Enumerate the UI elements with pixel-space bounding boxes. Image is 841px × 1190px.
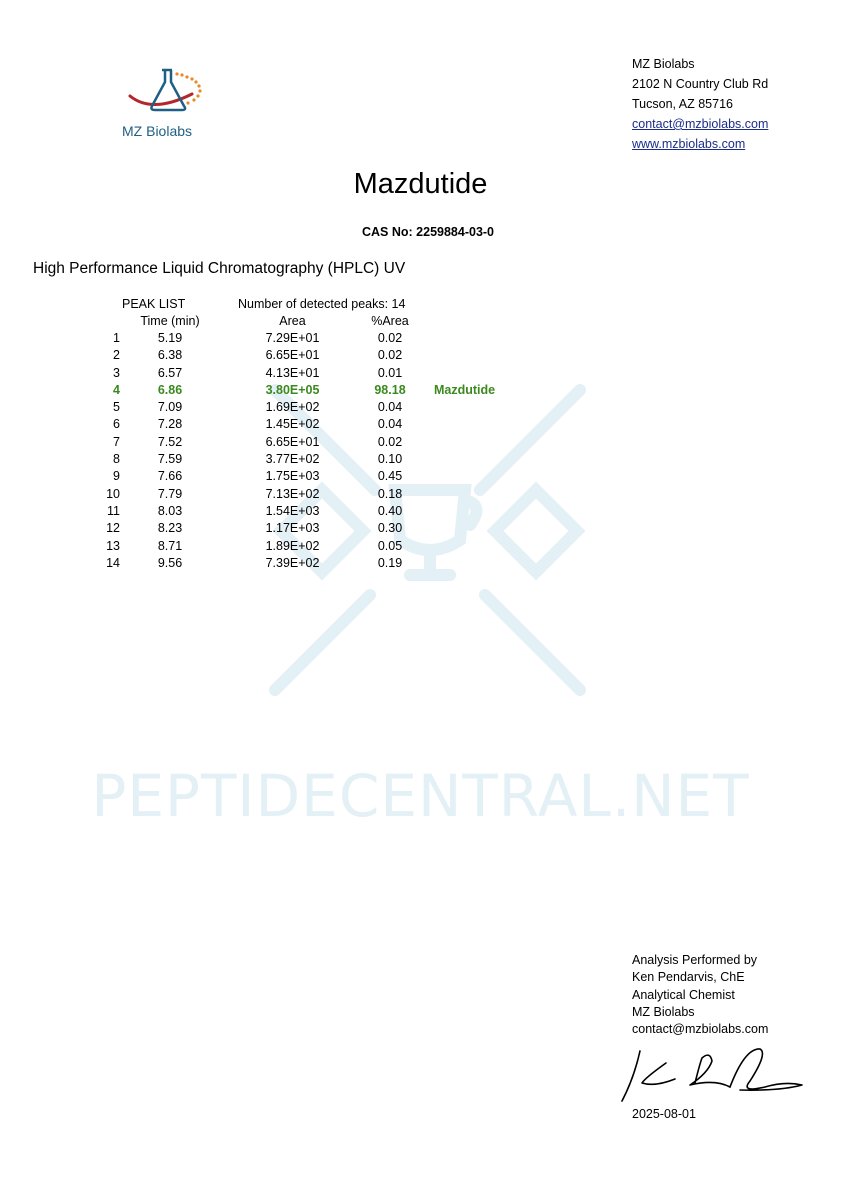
peak-row xyxy=(0,504,841,521)
peak-row xyxy=(0,487,841,504)
peak-row xyxy=(0,366,841,383)
peak-row xyxy=(0,348,841,365)
peak-area: 1.89E+02 xyxy=(265,538,320,553)
peak-time: 8.23 xyxy=(157,521,183,536)
col-area-header: Area xyxy=(279,314,306,328)
peak-area: 1.45E+02 xyxy=(265,417,320,432)
analyst-block xyxy=(632,952,768,1038)
peak-percent: 0.01 xyxy=(377,365,403,380)
peak-index: 13 xyxy=(106,538,120,553)
peak-row xyxy=(0,469,841,486)
peak-percent: 0.30 xyxy=(377,521,403,536)
peak-time: 5.19 xyxy=(157,331,183,345)
peak-time: 7.09 xyxy=(157,400,183,415)
signature-image xyxy=(620,1043,810,1105)
peak-percent: 0.40 xyxy=(377,503,403,518)
peak-row xyxy=(0,521,841,538)
peak-index: 9 xyxy=(113,469,120,484)
peak-row xyxy=(0,417,841,434)
analyst-line1: Analysis Performed by xyxy=(632,953,758,967)
peak-area: 1.69E+02 xyxy=(265,400,320,415)
flask-logo-icon xyxy=(122,66,212,124)
peak-area: 7.39E+02 xyxy=(265,555,320,570)
peak-area: 3.77E+02 xyxy=(265,452,320,467)
peak-list-label: PEAK LIST xyxy=(122,297,186,311)
peak-row xyxy=(0,452,841,469)
peak-percent: 98.18 xyxy=(374,382,406,397)
peak-row xyxy=(0,556,841,573)
company-city: Tucson, AZ 85716 xyxy=(632,97,733,111)
peak-percent: 0.45 xyxy=(377,469,403,484)
analyst-title: Analytical Chemist xyxy=(632,987,735,1002)
peak-percent: 0.19 xyxy=(377,555,403,570)
detected-peaks-label: Number of detected peaks: 14 xyxy=(238,297,406,311)
peak-index: 12 xyxy=(106,521,120,536)
company-logo xyxy=(122,66,212,141)
peak-row xyxy=(0,331,841,348)
peak-index: 7 xyxy=(113,434,120,449)
company-website-link[interactable]: www.mzbiolabs.com xyxy=(632,137,746,151)
peak-index: 11 xyxy=(107,503,120,518)
peak-percent: 0.04 xyxy=(377,417,403,432)
peak-area: 1.75E+03 xyxy=(265,469,320,484)
signature-date: 2025-08-01 xyxy=(632,1107,696,1121)
peak-area: 7.29E+01 xyxy=(265,331,320,345)
peak-index: 1 xyxy=(113,331,120,345)
peak-percent: 0.02 xyxy=(377,434,403,449)
peak-area: 1.54E+03 xyxy=(265,503,320,518)
company-street: 2102 N Country Club Rd xyxy=(632,77,769,91)
cas-number: CAS No: 2259884-03-0 xyxy=(362,225,495,239)
company-email-link[interactable]: contact@mzbiolabs.com xyxy=(632,117,769,131)
peak-percent: 0.02 xyxy=(377,348,403,363)
peak-table-body xyxy=(0,331,841,573)
company-address xyxy=(632,54,768,154)
analyst-email: contact@mzbiolabs.com xyxy=(632,1022,769,1037)
peak-index: 14 xyxy=(106,555,120,570)
peak-area: 6.65E+01 xyxy=(265,348,320,363)
peak-index: 6 xyxy=(113,417,120,432)
peak-time: 7.66 xyxy=(157,469,183,484)
peak-time: 6.38 xyxy=(157,348,183,363)
peak-percent: 0.02 xyxy=(377,331,403,345)
peak-area: 1.17E+03 xyxy=(265,521,320,536)
peak-percent: 0.05 xyxy=(377,538,403,553)
peak-name: Mazdutide xyxy=(434,382,496,397)
peak-time: 6.86 xyxy=(157,382,183,397)
peak-time: 8.71 xyxy=(157,538,183,553)
peak-row xyxy=(0,383,841,400)
peak-index: 4 xyxy=(113,382,120,397)
peak-index: 3 xyxy=(113,365,120,380)
peak-index: 5 xyxy=(113,400,120,415)
watermark-text: PEPTIDECENTRAL.NET xyxy=(91,762,750,830)
company-name: MZ Biolabs xyxy=(632,57,695,71)
peak-percent: 0.04 xyxy=(377,400,403,415)
peak-index: 8 xyxy=(113,452,120,467)
logo-text: MZ Biolabs xyxy=(122,123,193,139)
peak-area: 6.65E+01 xyxy=(265,434,320,449)
peak-time: 7.79 xyxy=(157,486,183,501)
peak-percent: 0.10 xyxy=(377,452,403,467)
peak-row xyxy=(0,400,841,417)
peak-index: 10 xyxy=(106,486,120,501)
peak-index: 2 xyxy=(113,348,120,363)
product-title: Mazdutide xyxy=(353,168,488,200)
peak-time: 8.03 xyxy=(157,503,183,518)
analyst-name: Ken Pendarvis, ChE xyxy=(632,970,745,985)
peak-area: 7.13E+02 xyxy=(265,486,320,501)
peak-area: 4.13E+01 xyxy=(265,365,320,380)
peak-area: 3.80E+05 xyxy=(265,382,320,397)
peak-time: 7.52 xyxy=(157,434,183,449)
peak-row xyxy=(0,539,841,556)
peak-row xyxy=(0,435,841,452)
peak-percent: 0.18 xyxy=(377,486,403,501)
method-title: High Performance Liquid Chromatography (HPLC) UV xyxy=(33,260,406,277)
peak-time: 9.56 xyxy=(157,555,183,570)
col-time-header: Time (min) xyxy=(140,314,200,328)
col-pct-header: %Area xyxy=(371,314,409,328)
peak-time: 7.59 xyxy=(157,452,183,467)
peak-time: 6.57 xyxy=(157,365,183,380)
analyst-company: MZ Biolabs xyxy=(632,1004,695,1019)
peak-time: 7.28 xyxy=(157,417,183,432)
